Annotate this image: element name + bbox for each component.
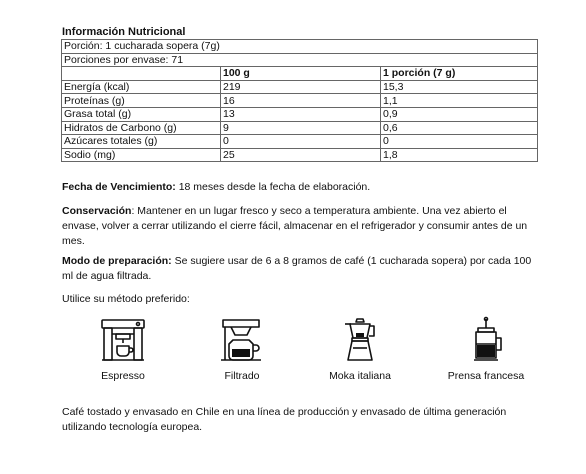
preparation-label: Modo de preparación:: [62, 255, 172, 267]
value-per-serving: 15,3: [381, 80, 538, 94]
table-row: [62, 135, 538, 149]
nutrition-title: Información Nutricional: [62, 26, 186, 38]
expiry-paragraph: [62, 180, 532, 195]
french-press-icon: [461, 316, 511, 364]
header-per-serving: 1 porción (7 g): [381, 67, 538, 81]
servings-per-container-row: [62, 53, 538, 67]
value-100g: 13: [221, 107, 381, 121]
method-moka: [305, 316, 415, 382]
nutrient-name: Azúcares totales (g): [62, 135, 221, 149]
method-label: Prensa francesa: [447, 370, 525, 382]
servings-per-container: Porciones por envase: 71: [62, 53, 538, 67]
preparation-text: Se sugiere usar de 6 a 8 gramos de café (1 cucharada sopera) por cada 100 ml de agua filtrada.: [62, 255, 532, 282]
storage-paragraph: [62, 204, 532, 249]
nutrient-name: Proteínas (g): [62, 94, 221, 108]
methods-intro: Utilice su método preferido:: [62, 293, 190, 305]
footer-note: Café tostado y envasado en Chile en una línea de producción y envasado de última generación utilizando tecnología europea.: [62, 406, 507, 433]
value-100g: 16: [221, 94, 381, 108]
expiry-text: 18 meses desde la fecha de elaboración.: [175, 181, 371, 193]
method-label: Espresso: [101, 370, 145, 382]
serving-row: [62, 40, 538, 54]
value-per-serving: 0,9: [381, 107, 538, 121]
nutrient-name: Energía (kcal): [62, 80, 221, 94]
preparation-paragraph: [62, 254, 532, 284]
value-100g: 25: [221, 148, 381, 162]
moka-pot-icon: [335, 316, 385, 364]
nutrient-name: Sodio (mg): [62, 148, 221, 162]
value-100g: 219: [221, 80, 381, 94]
nutrition-table: [61, 39, 538, 162]
method-filtered: [187, 316, 297, 382]
value-100g: 9: [221, 121, 381, 135]
table-header-row: [62, 67, 538, 81]
serving-size: Porción: 1 cucharada sopera (7g): [62, 40, 538, 54]
value-per-serving: 1,8: [381, 148, 538, 162]
table-row: [62, 121, 538, 135]
nutrient-name: Hidratos de Carbono (g): [62, 121, 221, 135]
table-row: [62, 107, 538, 121]
value-100g: 0: [221, 135, 381, 149]
method-label: Filtrado: [224, 370, 260, 382]
header-100g: 100 g: [221, 67, 381, 81]
method-espresso: [68, 316, 178, 382]
value-per-serving: 0: [381, 135, 538, 149]
header-nutrient: [62, 67, 221, 81]
brew-methods: [0, 316, 586, 398]
espresso-machine-icon: [98, 316, 148, 364]
value-per-serving: 1,1: [381, 94, 538, 108]
table-row: [62, 80, 538, 94]
storage-label: Conservación: [62, 205, 132, 217]
table-row: [62, 148, 538, 162]
expiry-label: Fecha de Vencimiento:: [62, 181, 176, 193]
drip-coffee-maker-icon: [217, 316, 267, 364]
method-label: Moka italiana: [329, 370, 391, 382]
method-french-press: [431, 316, 541, 382]
nutrient-name: Grasa total (g): [62, 107, 221, 121]
storage-text: : Mantener en un lugar fresco y seco a temperatura ambiente. Una vez abierto el envase, volver a cerrar utilizando el cierre fácil, almacenar en el refrigerador y consumir antes de un mes.: [62, 205, 528, 247]
table-row: [62, 94, 538, 108]
value-per-serving: 0,6: [381, 121, 538, 135]
